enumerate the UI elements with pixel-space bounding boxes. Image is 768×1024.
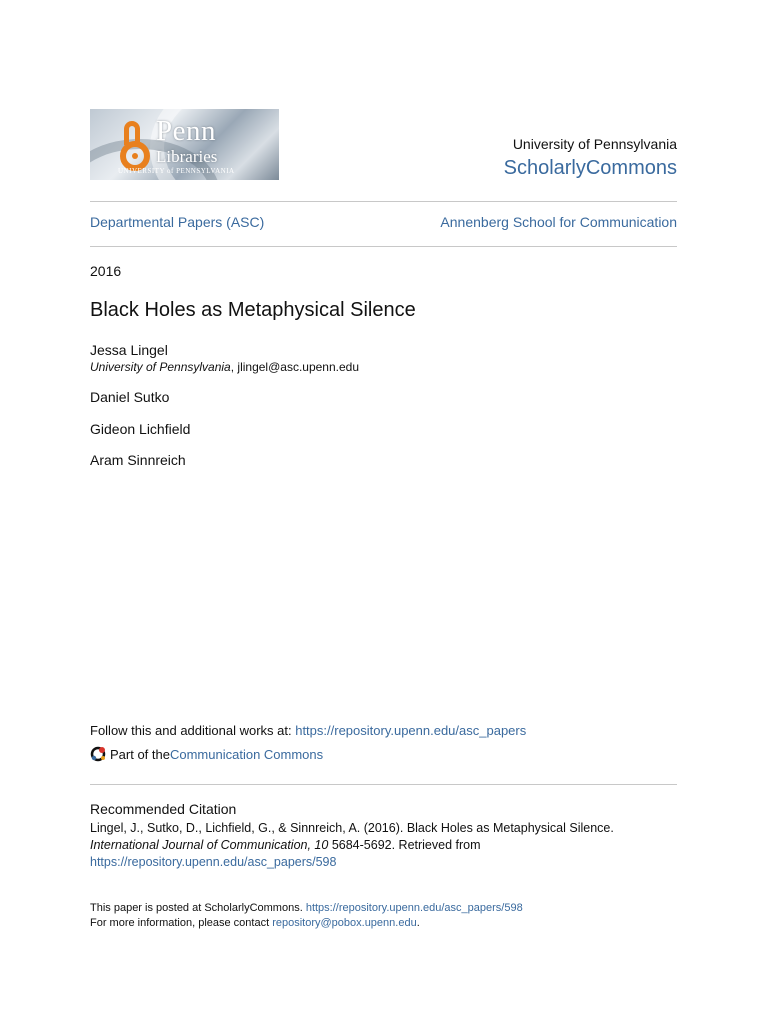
- citation-authors-title: Lingel, J., Sutko, D., Lichfield, G., & Sinnreich, A. (2016). Black Holes as Metaphysical Silence.: [90, 821, 614, 835]
- author-name: Aram Sinnreich: [90, 452, 186, 468]
- affiliation-institution: University of Pennsylvania: [90, 360, 231, 374]
- footer-contact-text: For more information, please contact: [90, 917, 273, 929]
- author-name: Daniel Sutko: [90, 389, 170, 405]
- part-of-line: [90, 746, 323, 762]
- author-name: Jessa Lingel: [90, 342, 168, 358]
- footer-line-posted: [90, 901, 523, 916]
- asc-papers-link[interactable]: https://repository.upenn.edu/asc_papers: [295, 723, 527, 738]
- recommended-citation-text: [90, 820, 680, 871]
- follow-label: Follow this and additional works at:: [90, 723, 296, 738]
- author-affiliation: [90, 360, 359, 374]
- footer-notice: [90, 901, 523, 931]
- citation-divider: [90, 784, 677, 785]
- institution-name: University of Pennsylvania: [512, 136, 677, 152]
- publication-year: 2016: [90, 263, 122, 279]
- logo-penn-text: Penn: [156, 115, 216, 147]
- departmental-papers-link[interactable]: Departmental Papers (ASC): [90, 214, 265, 230]
- follow-works-line: [90, 723, 526, 738]
- logo-libraries-text: Libraries: [156, 147, 218, 166]
- communication-commons-link[interactable]: Communication Commons: [169, 746, 324, 762]
- part-of-label: Part of the: [110, 746, 170, 762]
- citation-journal: International Journal of Communication, 10: [90, 838, 329, 852]
- paper-title: Black Holes as Metaphysical Silence: [90, 299, 416, 321]
- commons-network-icon: [90, 746, 106, 762]
- footer-paper-link[interactable]: https://repository.upenn.edu/asc_papers/598: [305, 902, 523, 914]
- footer-email-link[interactable]: repository@pobox.upenn.edu: [272, 917, 417, 929]
- footer-posted-text: This paper is posted at ScholarlyCommons.: [90, 902, 306, 914]
- logo-university-text: UNIVERSITY of PENNSYLVANIA: [118, 167, 235, 175]
- penn-libraries-logo[interactable]: [90, 109, 279, 180]
- footer-line-contact: [90, 916, 523, 931]
- footer-contact-end: .: [416, 917, 420, 929]
- author-email: , jlingel@asc.upenn.edu: [230, 360, 360, 374]
- citation-pages: 5684-5692. Retrieved from: [328, 838, 481, 852]
- nav-divider: [90, 246, 677, 247]
- header-divider: [90, 201, 677, 202]
- author-name: Gideon Lichfield: [90, 421, 191, 437]
- annenberg-school-link[interactable]: Annenberg School for Communication: [440, 214, 677, 230]
- recommended-citation-heading: Recommended Citation: [90, 801, 237, 817]
- scholarlycommons-link[interactable]: ScholarlyCommons: [503, 157, 677, 179]
- citation-url-link[interactable]: https://repository.upenn.edu/asc_papers/598: [90, 855, 337, 869]
